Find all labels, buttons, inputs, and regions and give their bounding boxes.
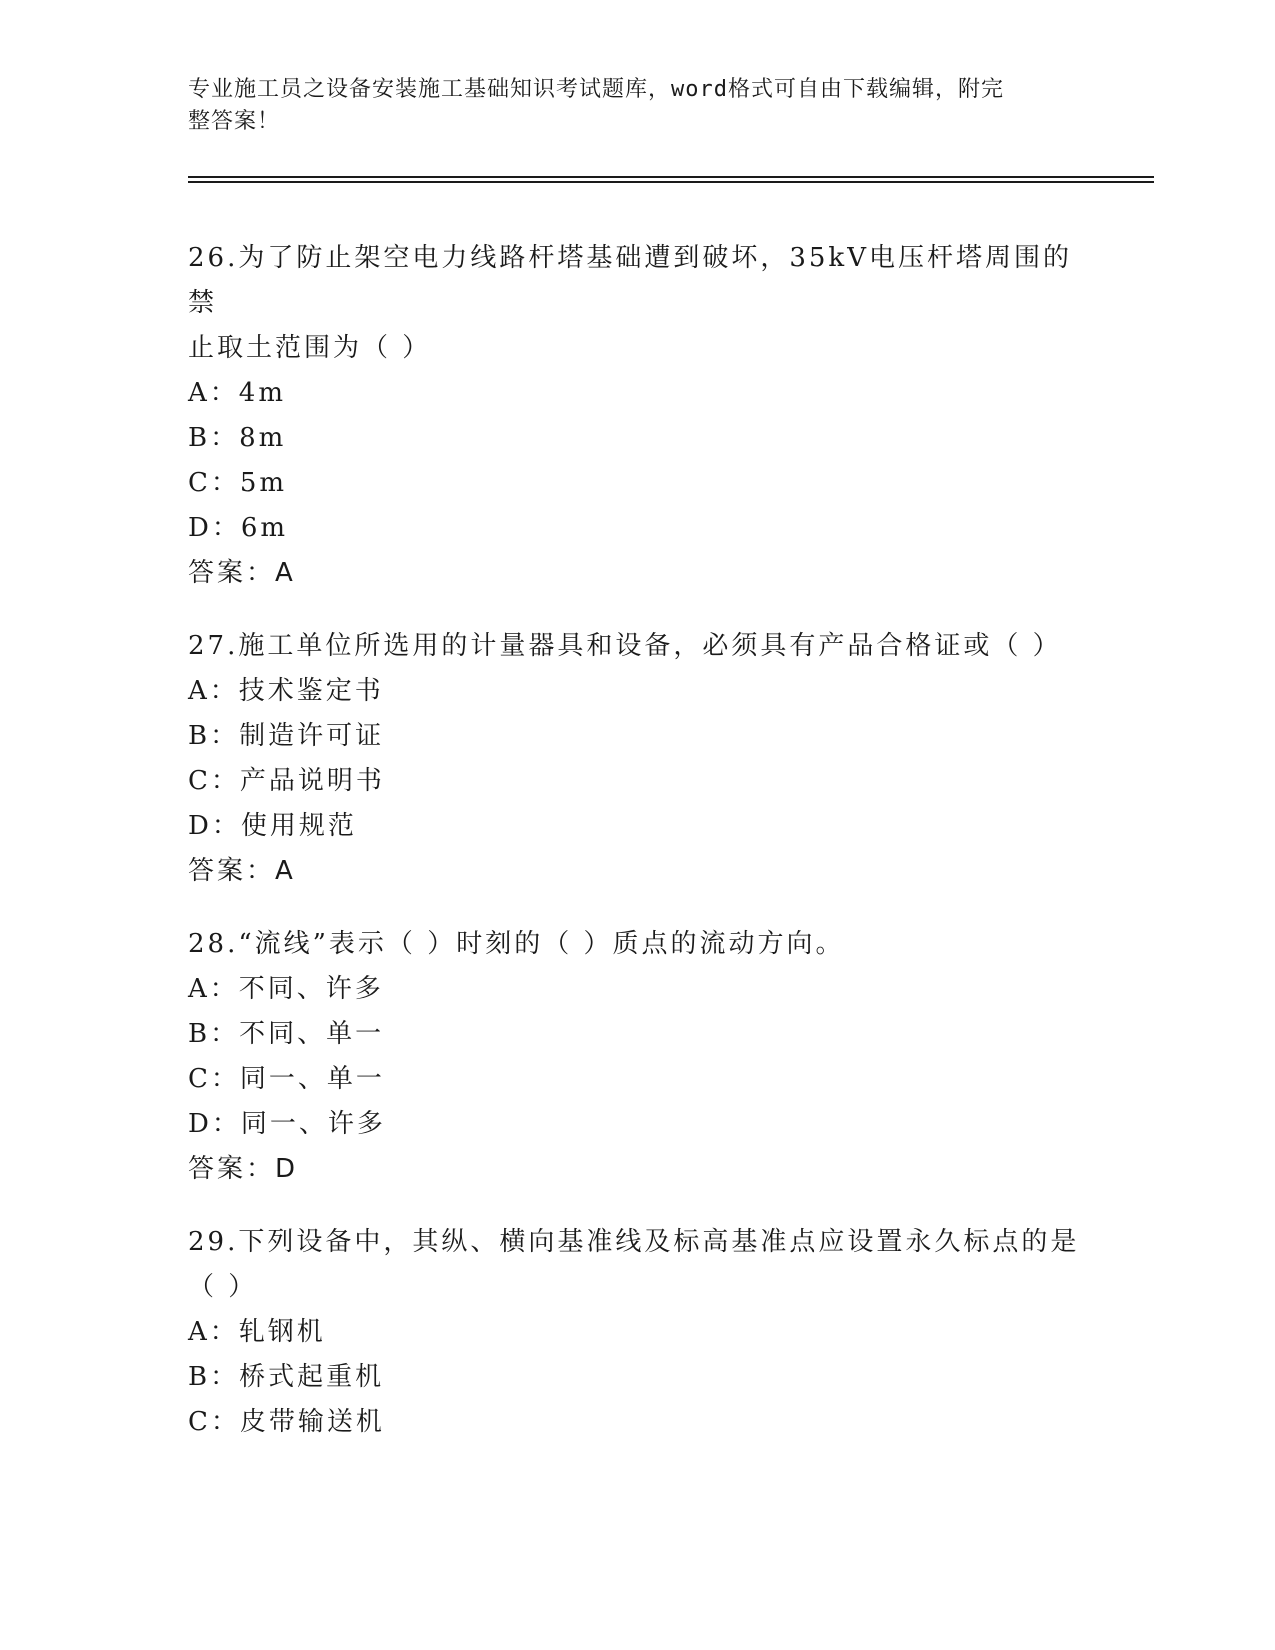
question-29 — [188, 1220, 1088, 1445]
option-b: B：不同、单一 — [188, 1019, 385, 1049]
option-a: A：技术鉴定书 — [188, 676, 384, 706]
option-c: C：5m — [188, 468, 288, 498]
answer: 答案：D — [188, 1154, 299, 1184]
question-stem-line-1: 28.“流线”表示（ ）时刻的（ ）质点的流动方向。 — [188, 929, 845, 959]
header-line-2: 整答案！ — [188, 109, 281, 134]
option-a: A：轧钢机 — [188, 1317, 326, 1347]
question-stem-line-2: 止取土范围为（ ） — [188, 333, 432, 363]
header-divider-top — [188, 176, 1154, 178]
option-b: B：8m — [188, 423, 287, 453]
option-b: B：制造许可证 — [188, 721, 385, 751]
option-d: D：使用规范 — [188, 811, 357, 841]
option-b: B：桥式起重机 — [188, 1362, 385, 1392]
question-26 — [188, 236, 1088, 596]
question-list — [188, 236, 1088, 1473]
option-d: D：6m — [188, 513, 289, 543]
answer: 答案：A — [188, 558, 296, 588]
option-d: D：同一、许多 — [188, 1109, 386, 1139]
question-28 — [188, 922, 1088, 1192]
question-stem-line-2: （ ） — [188, 1272, 258, 1302]
option-c: C：产品说明书 — [188, 766, 385, 796]
option-a: A：4m — [188, 378, 286, 408]
option-c: C：同一、单一 — [188, 1064, 385, 1094]
header-line-1: 专业施工员之设备安装施工基础知识考试题库，word格式可自由下载编辑，附完 — [188, 77, 1004, 102]
document-header — [188, 74, 1068, 138]
question-stem-line-1: 27.施工单位所选用的计量器具和设备，必须具有产品合格证或（ ） — [188, 631, 1062, 661]
question-27 — [188, 624, 1088, 894]
question-stem-line-1: 26.为了防止架空电力线路杆塔基础遭到破坏，35kV电压杆塔周围的禁 — [188, 243, 1072, 318]
answer: 答案：A — [188, 856, 296, 886]
option-c: C：皮带输送机 — [188, 1407, 385, 1437]
question-stem-line-1: 29.下列设备中，其纵、横向基准线及标高基准点应设置永久标点的是 — [188, 1227, 1080, 1257]
header-divider-bottom — [188, 181, 1154, 183]
option-a: A：不同、许多 — [188, 974, 384, 1004]
